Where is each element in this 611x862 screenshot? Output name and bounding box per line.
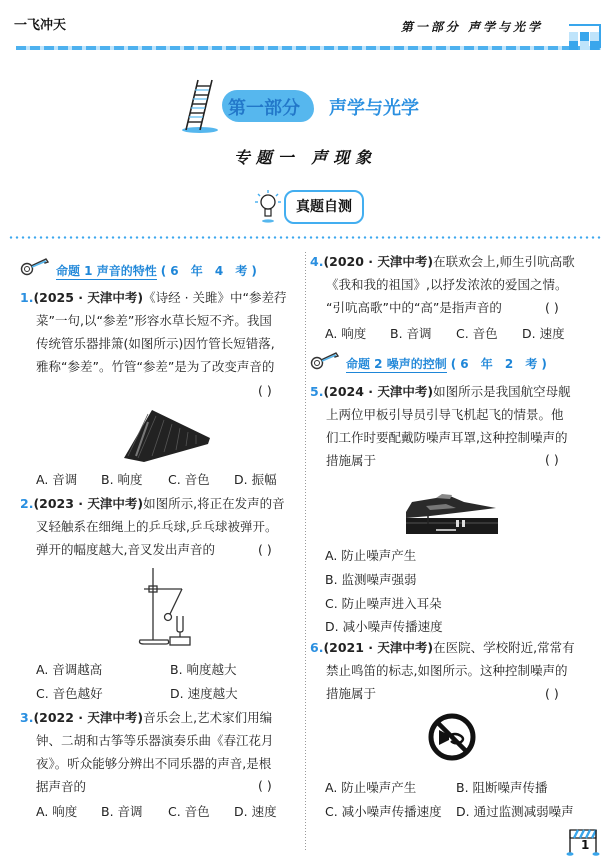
part-label: 第一部分 — [228, 98, 300, 119]
question-3: 3.(2022 · 天津中考)音乐会上,艺术家们用编 钟、二胡和古筝等乐器演奏乐曲《春江花月 夜》。听众能够分辨出不同乐器的声音,是根 据声音的 — [20, 710, 274, 794]
option-6a[interactable]: A. 防止噪声产生 — [325, 780, 417, 795]
option-4a[interactable]: A. 响度 — [325, 326, 367, 341]
option-3a[interactable]: A. 响度 — [36, 804, 78, 819]
key-icon — [310, 352, 340, 370]
option-6b[interactable]: B. 阻断噪声传播 — [456, 780, 548, 795]
option-5c[interactable]: C. 防止噪声进入耳朵 — [325, 596, 442, 611]
option-4c[interactable]: C. 音色 — [456, 326, 498, 341]
aircraft-carrier-photo — [406, 492, 498, 534]
dotted-divider — [8, 236, 603, 239]
question-6: 6.(2021 · 天津中考)在医院、学校附近,常常有 禁止鸣笛的标志,如图所示。这种控制噪声的 措施属于 — [310, 640, 575, 701]
running-title: 第一部分 声学与光学 — [400, 20, 543, 34]
option-3d[interactable]: D. 速度 — [234, 804, 277, 819]
part-name: 声学与光学 — [329, 98, 419, 119]
question-1: 1.(2025 · 天津中考)《诗经 · 关雎》中“参差荇 菜”一句,以“参差”形容水草长短不齐。我国 传统管乐器排箫(如图所示)因竹管长短错落, 雅称“参差”。竹管“参差”是为了改变声音的 — [20, 290, 287, 374]
option-4d[interactable]: D. 速度 — [522, 326, 565, 341]
header-divider — [16, 46, 601, 50]
section-tag: 真题自测 — [296, 199, 352, 215]
brand-text: 一飞冲天 — [14, 18, 67, 33]
question-5: 5.(2024 · 天津中考)如图所示是我国航空母舰 上两位甲板引导员引导飞机起飞的情景。他 们工作时要配戴防噪声耳罩,这种控制噪声的 措施属于 — [310, 384, 571, 468]
option-1d[interactable]: D. 振幅 — [234, 472, 277, 487]
column-divider — [305, 252, 306, 852]
answer-blank-1[interactable]: ( ) — [258, 383, 272, 398]
section-heading-1: 命题 1 声音的特性 (6 年 4 考) — [56, 264, 261, 278]
question-4: 4.(2020 · 天津中考)在联欢会上,师生引吭高歌 《我和我的祖国》,以抒发浓浓的爱国之情。 “引吭高歌”中的“高”是指声音的 — [310, 254, 575, 315]
option-2a[interactable]: A. 音调越高 — [36, 662, 103, 677]
option-1a[interactable]: A. 音调 — [36, 472, 78, 487]
lightbulb-icon — [253, 188, 283, 224]
option-2c[interactable]: C. 音色越好 — [36, 686, 103, 701]
question-2: 2.(2023 · 天津中考)如图所示,将正在发声的音 叉轻触系在细绳上的乒乓球,乒乓球被弹开。 弹开的幅度越大,音叉发出声音的 — [20, 496, 285, 557]
answer-blank-3[interactable]: ( ) — [258, 778, 272, 793]
brand-logo — [14, 14, 66, 33]
option-5b[interactable]: B. 监测噪声强弱 — [325, 572, 417, 587]
key-icon — [20, 258, 50, 276]
option-1c[interactable]: C. 音色 — [168, 472, 210, 487]
option-1b[interactable]: B. 响度 — [101, 472, 143, 487]
answer-blank-6[interactable]: ( ) — [545, 686, 559, 701]
option-3c[interactable]: C. 音色 — [168, 804, 210, 819]
option-6c[interactable]: C. 减小噪声传播速度 — [325, 804, 442, 819]
option-2b[interactable]: B. 响度越大 — [170, 662, 237, 677]
pan-flute-image — [118, 408, 214, 462]
option-5a[interactable]: A. 防止噪声产生 — [325, 548, 417, 563]
answer-blank-2[interactable]: ( ) — [258, 542, 272, 557]
answer-blank-5[interactable]: ( ) — [545, 452, 559, 467]
no-honking-sign — [427, 712, 477, 762]
option-5d[interactable]: D. 减小噪声传播速度 — [325, 619, 443, 634]
tuning-fork-diagram — [136, 566, 196, 650]
answer-blank-4[interactable]: ( ) — [545, 300, 559, 315]
checker-decoration-icon — [565, 24, 601, 50]
topic-title: 专题一 声现象 — [233, 148, 378, 167]
page-number: 1 — [581, 838, 590, 852]
option-3b[interactable]: B. 音调 — [101, 804, 143, 819]
section-heading-2: 命题 2 噪声的控制 (6 年 2 考) — [346, 357, 551, 371]
option-6d[interactable]: D. 通过监测减弱噪声 — [456, 804, 574, 819]
option-4b[interactable]: B. 音调 — [390, 326, 432, 341]
option-2d[interactable]: D. 速度越大 — [170, 686, 238, 701]
